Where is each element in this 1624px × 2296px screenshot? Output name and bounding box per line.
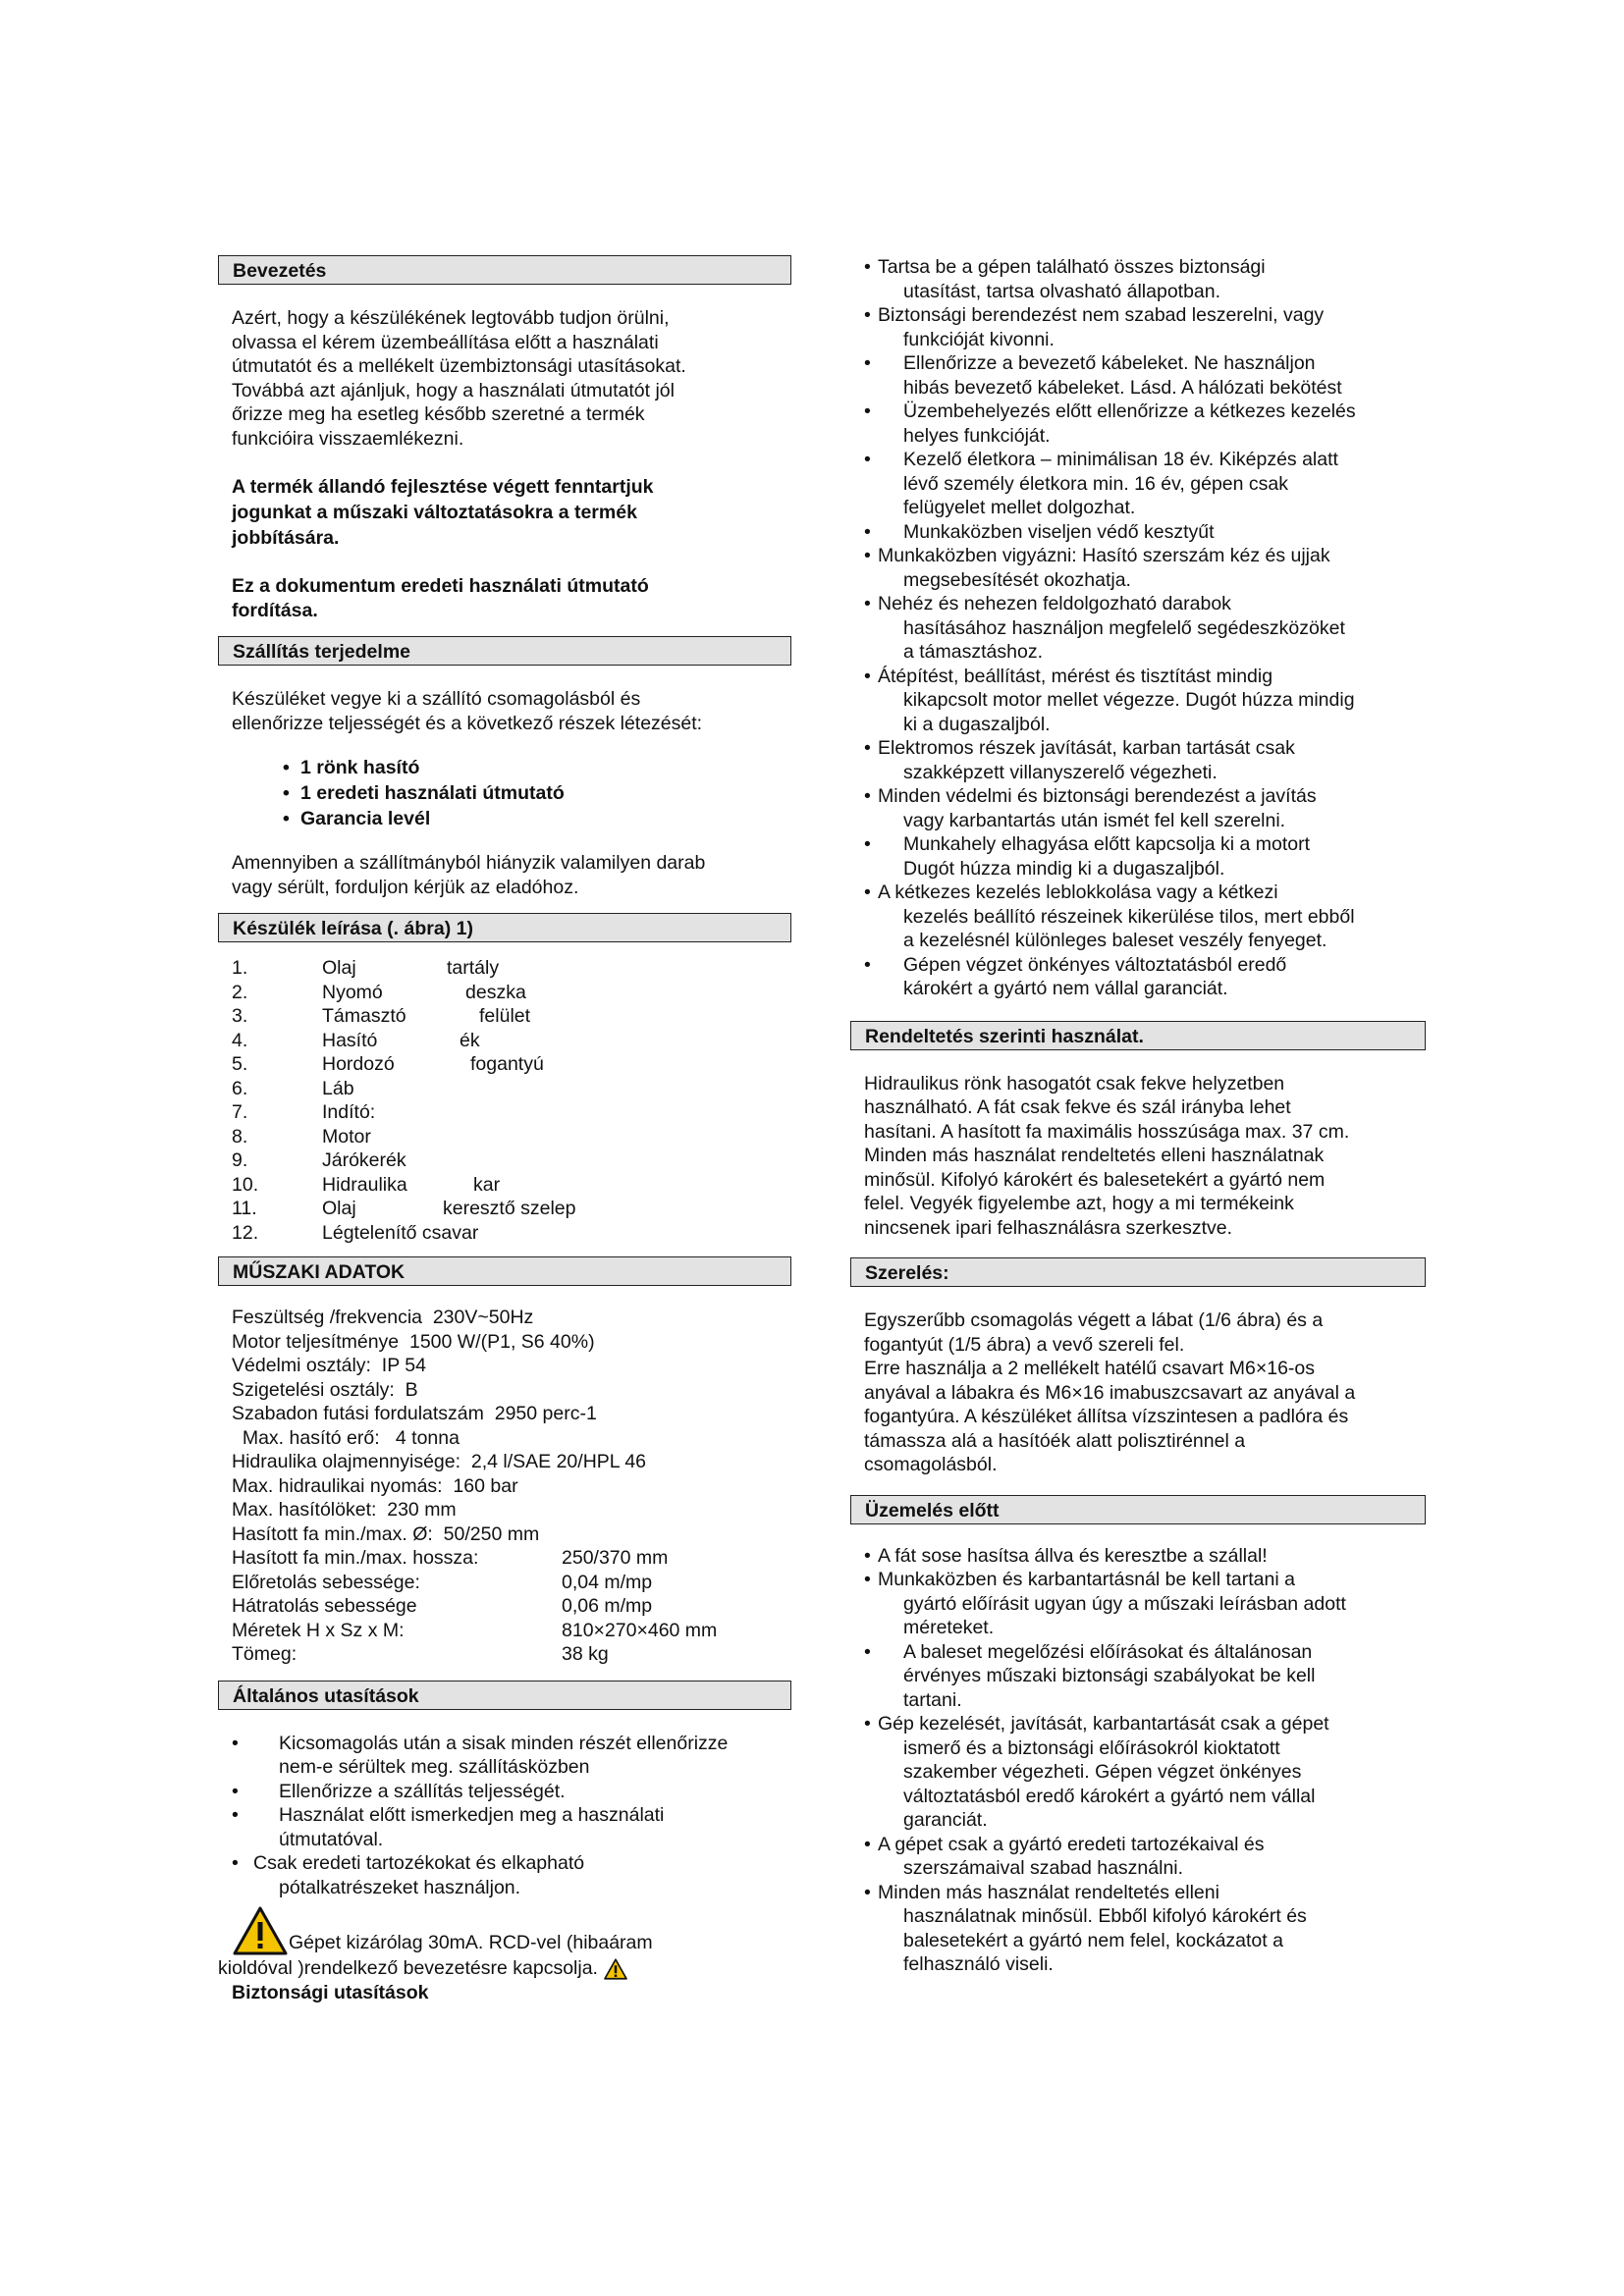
text-line: Erre használja a 2 mellékelt hatélű csavart M6×16-os bbox=[864, 1358, 1316, 1379]
text-line: olvassa el kérem üzembeállítása előtt a használati bbox=[232, 331, 659, 353]
bullet: • bbox=[864, 953, 871, 976]
part-name: Motor bbox=[322, 1125, 371, 1148]
tech-data-pairs bbox=[232, 1546, 791, 1667]
part-row bbox=[232, 1029, 791, 1053]
bullet: • bbox=[864, 400, 871, 422]
text-line: Elektromos részek javítását, karban tartását csak bbox=[878, 737, 1295, 759]
delivery-heading: Szállítás terjedelme bbox=[218, 636, 791, 666]
part-number: 12. bbox=[232, 1221, 259, 1244]
list-item bbox=[218, 1732, 791, 1780]
spec-key: Tömeg: bbox=[232, 1643, 298, 1665]
text-line: minősül. Kifolyó károkért és balesetekért a gyártó nem bbox=[864, 1168, 1326, 1191]
text-line: csomagolásból. bbox=[864, 1454, 998, 1475]
spec-line: Védelmi osztály: IP 54 bbox=[232, 1355, 426, 1376]
spec-key: Hátratolás sebessége bbox=[232, 1595, 417, 1617]
text-line: hasítani. A hasított fa maximális hosszúsága max. 37 cm. bbox=[864, 1120, 1350, 1143]
text-line: Tartsa be a gépen található összes biztonsági bbox=[878, 256, 1266, 278]
bullet: • bbox=[864, 665, 871, 687]
intro-text bbox=[232, 306, 791, 451]
text-line: jogunkat a műszaki változtatásokra a termék bbox=[232, 502, 637, 523]
text-line: használható. A fát csak fekve és szál irányba lehet bbox=[864, 1096, 1291, 1118]
bullet: • bbox=[864, 833, 871, 855]
spec-line: Szabadon futási fordulatszám 2950 perc-1 bbox=[232, 1403, 597, 1424]
text-line: Továbbá azt ajánljuk, hogy a használati útmutatót jól bbox=[232, 379, 675, 401]
development-notice bbox=[232, 474, 791, 551]
spec-value: 0,04 m/mp bbox=[562, 1571, 653, 1593]
tech-data bbox=[232, 1306, 791, 1546]
text-line: szakember végezheti. Gépen végzet önkényes bbox=[903, 1761, 1302, 1783]
list-item bbox=[283, 780, 791, 806]
text-line: Kezelő életkora – minimálisan 18 év. Kiképzés alatt bbox=[903, 449, 1338, 470]
item-label: 1 rönk hasító bbox=[300, 757, 420, 778]
spec-key: Méretek H x Sz x M: bbox=[232, 1619, 405, 1641]
text-line: méreteket. bbox=[903, 1617, 995, 1638]
text-line: A gépet csak a gyártó eredeti tartozékaival és bbox=[878, 1833, 1265, 1855]
text-line: nincsenek ipari felhasználásra szerkesztve. bbox=[864, 1216, 1233, 1239]
text-line: A fát sose hasítsa állva és keresztbe a szállal! bbox=[878, 1544, 1268, 1567]
text-line: hibás bevezető kábeleket. Lásd. A hálózati bekötést bbox=[903, 376, 1342, 399]
part-name: Járókerék bbox=[322, 1149, 406, 1171]
text-line: Minden más használat rendeltetés elleni használatnak bbox=[864, 1145, 1325, 1166]
safety-title: Biztonsági utasítások bbox=[232, 1981, 429, 2003]
list-item bbox=[850, 1544, 1426, 1569]
part-number: 1. bbox=[232, 957, 248, 979]
part-name: Olaj bbox=[322, 957, 356, 979]
list-item bbox=[850, 832, 1426, 881]
part-number: 10. bbox=[232, 1173, 259, 1196]
text-line: őrizze meg ha esetleg később szeretné a termék bbox=[232, 403, 645, 425]
part-number: 9. bbox=[232, 1149, 248, 1171]
spec-value: 250/370 mm bbox=[562, 1547, 669, 1569]
part-name: Láb bbox=[322, 1077, 354, 1099]
list-item bbox=[850, 303, 1426, 351]
text-line: A termék állandó fejlesztése végett fenntartjuk bbox=[232, 476, 654, 498]
bullet: • bbox=[864, 256, 871, 278]
spec-key: Hasított fa min./max. hossza: bbox=[232, 1547, 479, 1569]
bullet: • bbox=[283, 808, 290, 829]
list-item bbox=[218, 1780, 791, 1804]
text-line: Egyszerűbb csomagolás végett a lábat (1/6 ábra) és a bbox=[864, 1309, 1324, 1331]
missing-text bbox=[232, 851, 791, 899]
part-row bbox=[232, 1148, 791, 1173]
text-line: nem-e sérültek meg. szállításközben bbox=[279, 1756, 590, 1778]
part-row bbox=[232, 956, 791, 981]
bullet: • bbox=[864, 593, 871, 614]
text-line: a támasztáshoz. bbox=[903, 641, 1043, 663]
text-line: felhasználó viseli. bbox=[903, 1953, 1054, 1975]
tech-heading: MŰSZAKI ADATOK bbox=[218, 1256, 791, 1286]
text-line: Munkaközben viseljen védő kesztyűt bbox=[903, 520, 1215, 543]
text-line: fogantyút (1/5 ábra) a vevő szereli fel. bbox=[864, 1333, 1185, 1356]
left-column bbox=[218, 255, 791, 2004]
text-line: ellenőrizze teljességét és a következő részek létezését: bbox=[232, 712, 703, 734]
text-line: felel. Vegyék figyelembe azt, hogy a mi termékeink bbox=[864, 1193, 1294, 1214]
text-line: felügyelet mellet dolgozhat. bbox=[903, 497, 1136, 518]
bullet: • bbox=[864, 1544, 871, 1567]
text-line: utasítást, tartsa olvasható állapotban. bbox=[903, 280, 1221, 302]
spec-line: Hidraulika olajmennyisége: 2,4 l/SAE 20/HPL 46 bbox=[232, 1451, 647, 1472]
part-number: 8. bbox=[232, 1125, 248, 1148]
spec-line: Feszültség /frekvencia 230V~50Hz bbox=[232, 1307, 534, 1328]
part-name-suffix: felület bbox=[479, 1005, 531, 1027]
before-operation-heading: Üzemelés előtt bbox=[850, 1495, 1426, 1524]
part-name: Indító: bbox=[322, 1101, 376, 1123]
text-line: fogantyúra. A készüléket állítsa vízszintesen a padlóra és bbox=[864, 1406, 1349, 1427]
general-heading: Általános utasítások bbox=[218, 1681, 791, 1710]
safety-list bbox=[850, 255, 1426, 1001]
text-line: támassza alá a hasítóék alatt polisztirénnel a bbox=[864, 1429, 1246, 1452]
part-name: Támasztó bbox=[322, 1005, 406, 1027]
part-number: 7. bbox=[232, 1101, 248, 1123]
part-row bbox=[232, 1100, 791, 1125]
bullet: • bbox=[864, 1881, 871, 1903]
part-name-suffix: kar bbox=[473, 1173, 501, 1196]
spec-line: Max. hasító erő: 4 tonna bbox=[232, 1426, 460, 1449]
list-item bbox=[850, 1640, 1426, 1713]
part-number: 11. bbox=[232, 1198, 257, 1219]
bullet: • bbox=[864, 1640, 871, 1663]
item-label: Garancia levél bbox=[300, 808, 431, 829]
text-line: kikapcsolt motor mellet végezze. Dugót húzza mindig bbox=[903, 689, 1355, 711]
spec-row bbox=[232, 1619, 791, 1643]
part-row bbox=[232, 1197, 791, 1221]
bullet: • bbox=[283, 757, 290, 778]
part-name: Légtelenítő csavar bbox=[322, 1221, 479, 1244]
part-name: Hordozó bbox=[322, 1053, 395, 1075]
text-line: jobbítására. bbox=[232, 527, 340, 549]
bullet: • bbox=[864, 1713, 871, 1735]
text-line: útmutatót és a mellékelt üzembiztonsági utasításokat. bbox=[232, 355, 686, 377]
list-item bbox=[850, 255, 1426, 303]
part-number: 4. bbox=[232, 1029, 248, 1051]
right-column bbox=[850, 255, 1426, 1977]
list-item bbox=[850, 448, 1426, 520]
item-label: 1 eredeti használati útmutató bbox=[300, 782, 565, 804]
part-name-suffix: keresztő szelep bbox=[443, 1198, 576, 1219]
text-line: Csak eredeti tartozékokat és elkapható bbox=[253, 1852, 585, 1874]
text-line: balesetekért a gyártó nem felel, kockázatot a bbox=[903, 1929, 1283, 1951]
part-name: Nyomó bbox=[322, 981, 383, 1003]
text-line: hasításához használjon megfelelő segédeszközöket bbox=[903, 616, 1345, 639]
text-line: kezelés beállító részeinek kikerülése tilos, mert ebből bbox=[903, 905, 1355, 928]
text-line: vagy sérült, forduljon kérjük az eladóhoz. bbox=[232, 876, 579, 898]
text-line: A kétkezes kezelés leblokkolása vagy a kétkezi bbox=[878, 881, 1278, 903]
part-name-suffix: fogantyú bbox=[470, 1053, 544, 1075]
list-item bbox=[850, 520, 1426, 545]
text-line: Amennyiben a szállítmányból hiányzik valamilyen darab bbox=[232, 852, 706, 874]
text-line: Minden más használat rendeltetés elleni bbox=[878, 1881, 1219, 1903]
part-row bbox=[232, 981, 791, 1005]
part-name: Hidraulika bbox=[322, 1173, 407, 1196]
text-line: tartani. bbox=[903, 1688, 962, 1711]
part-row bbox=[232, 1077, 791, 1101]
text-line: megsebesítését okozhatja. bbox=[903, 568, 1131, 591]
text-line: funkcióját kivonni. bbox=[903, 328, 1055, 350]
text-line: Biztonsági berendezést nem szabad leszerelni, vagy bbox=[878, 304, 1325, 326]
text-line: Munkaközben vigyázni: Hasító szerszám kéz és ujjak bbox=[878, 545, 1330, 566]
text-line: Készüléket vegye ki a szállító csomagolásból és bbox=[232, 688, 641, 710]
list-item bbox=[850, 1881, 1426, 1977]
text-line: károkért a gyártó nem vállal garanciát. bbox=[903, 978, 1228, 999]
text-line: gyártó előírásit ugyan úgy a műszaki leírásban adott bbox=[903, 1592, 1346, 1615]
spec-row bbox=[232, 1642, 791, 1667]
rcd-text-line2: kioldóval )rendelkező bevezetésre kapcsolja. bbox=[218, 1957, 604, 1979]
text-line: funkcióira visszaemlékezni. bbox=[232, 427, 464, 450]
bullet: • bbox=[232, 1780, 239, 1802]
text-line: vagy karbantartás után ismét fel kell szerelni. bbox=[903, 809, 1286, 831]
warning-icon bbox=[232, 1905, 289, 1956]
spec-line: Motor teljesítménye 1500 W/(P1, S6 40%) bbox=[232, 1330, 595, 1353]
text-line: Munkahely elhagyása előtt kapcsolja ki a motort bbox=[903, 833, 1311, 855]
text-line: változtatásból eredő károkért a gyártó nem vállal bbox=[903, 1785, 1316, 1807]
list-item bbox=[850, 1568, 1426, 1640]
text-line: szerszámaival szabad használni. bbox=[903, 1857, 1184, 1879]
text-line: A baleset megelőzési előírásokat és általánosan bbox=[903, 1640, 1313, 1663]
text-line: Kicsomagolás után a sisak minden részét ellenőrizze bbox=[279, 1732, 729, 1754]
part-number: 5. bbox=[232, 1053, 248, 1075]
text-line: fordítása. bbox=[232, 599, 318, 621]
spec-line: Max. hidraulikai nyomás: 160 bar bbox=[232, 1474, 518, 1497]
part-row bbox=[232, 1221, 791, 1246]
text-line: Gép kezelését, javítását, karbantartását csak a gépet bbox=[878, 1713, 1329, 1735]
list-item bbox=[850, 784, 1426, 832]
parts-list bbox=[232, 956, 791, 1245]
text-line: anyával a lábakra és M6×16 imabuszcsavart az anyával a bbox=[864, 1381, 1356, 1404]
text-line: Dugót húzza mindig ki a dugaszaljból. bbox=[903, 857, 1225, 880]
bullet: • bbox=[232, 1732, 239, 1754]
list-item bbox=[850, 544, 1426, 592]
part-name: Hasító bbox=[322, 1029, 378, 1051]
before-operation-list bbox=[850, 1544, 1426, 1977]
text-line: pótalkatrészeket használjon. bbox=[279, 1876, 521, 1898]
list-item bbox=[283, 755, 791, 780]
spec-row bbox=[232, 1594, 791, 1619]
part-number: 6. bbox=[232, 1077, 248, 1099]
text-line: útmutatóval. bbox=[279, 1828, 384, 1850]
list-item bbox=[850, 736, 1426, 784]
intended-use-text bbox=[864, 1072, 1426, 1241]
text-line: Használat előtt ismerkedjen meg a használati bbox=[279, 1804, 665, 1826]
text-line: Munkaközben és karbantartásnál be kell tartani a bbox=[878, 1569, 1295, 1590]
bullet: • bbox=[864, 545, 871, 566]
text-line: lévő személy életkora min. 16 év, gépen csak bbox=[903, 472, 1288, 495]
delivery-list bbox=[283, 755, 791, 831]
text-line: ismerő és a biztonsági előírásokról kioktatott bbox=[903, 1736, 1280, 1759]
list-item bbox=[850, 953, 1426, 1001]
text-line: Hidraulikus rönk hasogatót csak fekve helyzetben bbox=[864, 1072, 1285, 1095]
spec-row bbox=[232, 1546, 791, 1571]
bullet: • bbox=[864, 449, 871, 470]
bullet: • bbox=[232, 1852, 239, 1874]
part-name: Olaj bbox=[322, 1198, 356, 1219]
bullet: • bbox=[864, 1833, 871, 1855]
text-line: Nehéz és nehezen feldolgozható darabok bbox=[878, 593, 1231, 614]
part-name-suffix: deszka bbox=[465, 981, 526, 1003]
text-line: Átépítést, beállítást, mérést és tisztítást mindig bbox=[878, 665, 1273, 687]
bullet: • bbox=[864, 352, 871, 374]
bullet: • bbox=[232, 1804, 239, 1826]
list-item bbox=[850, 400, 1426, 448]
bullet: • bbox=[864, 785, 871, 807]
text-line: ki a dugaszaljból. bbox=[903, 713, 1051, 735]
bullet: • bbox=[864, 304, 871, 326]
part-row bbox=[232, 1052, 791, 1077]
rcd-warning bbox=[218, 1905, 791, 2004]
part-number: 3. bbox=[232, 1005, 248, 1027]
spec-key: Előretolás sebessége: bbox=[232, 1571, 420, 1593]
spec-line: Hasított fa min./max. Ø: 50/250 mm bbox=[232, 1522, 540, 1545]
part-row bbox=[232, 1004, 791, 1029]
bullet: • bbox=[864, 1569, 871, 1590]
text-line: Gépen végzet önkényes változtatásból eredő bbox=[903, 953, 1287, 976]
list-item bbox=[850, 1712, 1426, 1833]
list-item bbox=[850, 1833, 1426, 1881]
spec-line: Max. hasítólöket: 230 mm bbox=[232, 1499, 457, 1521]
list-item bbox=[850, 351, 1426, 400]
bullet: • bbox=[283, 782, 290, 804]
text-line: a kezelésnél különleges baleset veszély fenyeget. bbox=[903, 930, 1327, 951]
text-line: Üzembehelyezés előtt ellenőrizze a kétkezes kezelés bbox=[903, 400, 1356, 422]
text-line: szakképzett villanyszerelő végezheti. bbox=[903, 761, 1218, 783]
text-line: helyes funkcióját. bbox=[903, 424, 1051, 447]
part-row bbox=[232, 1125, 791, 1149]
translation-notice bbox=[232, 574, 791, 622]
general-list bbox=[218, 1732, 791, 1852]
part-name-suffix: tartály bbox=[447, 957, 500, 979]
description-heading: Készülék leírása (. ábra) 1) bbox=[218, 913, 791, 942]
warning-icon bbox=[603, 1958, 628, 1980]
text-line: Azért, hogy a készülékének legtovább tudjon örülni, bbox=[232, 307, 670, 329]
part-name-suffix: ék bbox=[460, 1029, 480, 1051]
bullet: • bbox=[864, 881, 871, 903]
list-item bbox=[850, 665, 1426, 737]
bullet: • bbox=[864, 520, 871, 543]
intended-use-heading: Rendeltetés szerinti használat. bbox=[850, 1021, 1426, 1050]
spec-value: 0,06 m/mp bbox=[562, 1595, 653, 1617]
intro-heading: Bevezetés bbox=[218, 255, 791, 285]
list-item bbox=[850, 881, 1426, 953]
text-line: Ellenőrizze a bevezető kábeleket. Ne használjon bbox=[903, 352, 1316, 374]
text-line: Ellenőrizze a szállítás teljességét. bbox=[279, 1780, 566, 1802]
text-line: használatnak minősül. Ebből kifolyó károkért és bbox=[903, 1905, 1307, 1927]
list-item bbox=[850, 592, 1426, 665]
list-item bbox=[283, 806, 791, 831]
delivery-text bbox=[232, 687, 791, 735]
bullet: • bbox=[864, 737, 871, 759]
spec-value: 810×270×460 mm bbox=[562, 1619, 718, 1641]
assembly-heading: Szerelés: bbox=[850, 1257, 1426, 1287]
spec-row bbox=[232, 1571, 791, 1595]
rcd-text-line1: Gépet kizárólag 30mA. RCD-vel (hibaáram bbox=[289, 1932, 653, 1953]
part-row bbox=[232, 1173, 791, 1198]
text-line: Ez a dokumentum eredeti használati útmutató bbox=[232, 575, 649, 597]
text-line: Minden védelmi és biztonsági berendezést a javítás bbox=[878, 785, 1317, 807]
assembly-text bbox=[864, 1308, 1426, 1477]
list-item bbox=[218, 1803, 791, 1851]
list-item bbox=[218, 1851, 791, 1899]
text-line: érvényes műszaki biztonsági szabályokat be kell bbox=[903, 1665, 1316, 1686]
spec-line: Szigetelési osztály: B bbox=[232, 1378, 418, 1401]
part-number: 2. bbox=[232, 981, 248, 1003]
spec-value: 38 kg bbox=[562, 1643, 609, 1665]
text-line: garanciát. bbox=[903, 1809, 988, 1831]
